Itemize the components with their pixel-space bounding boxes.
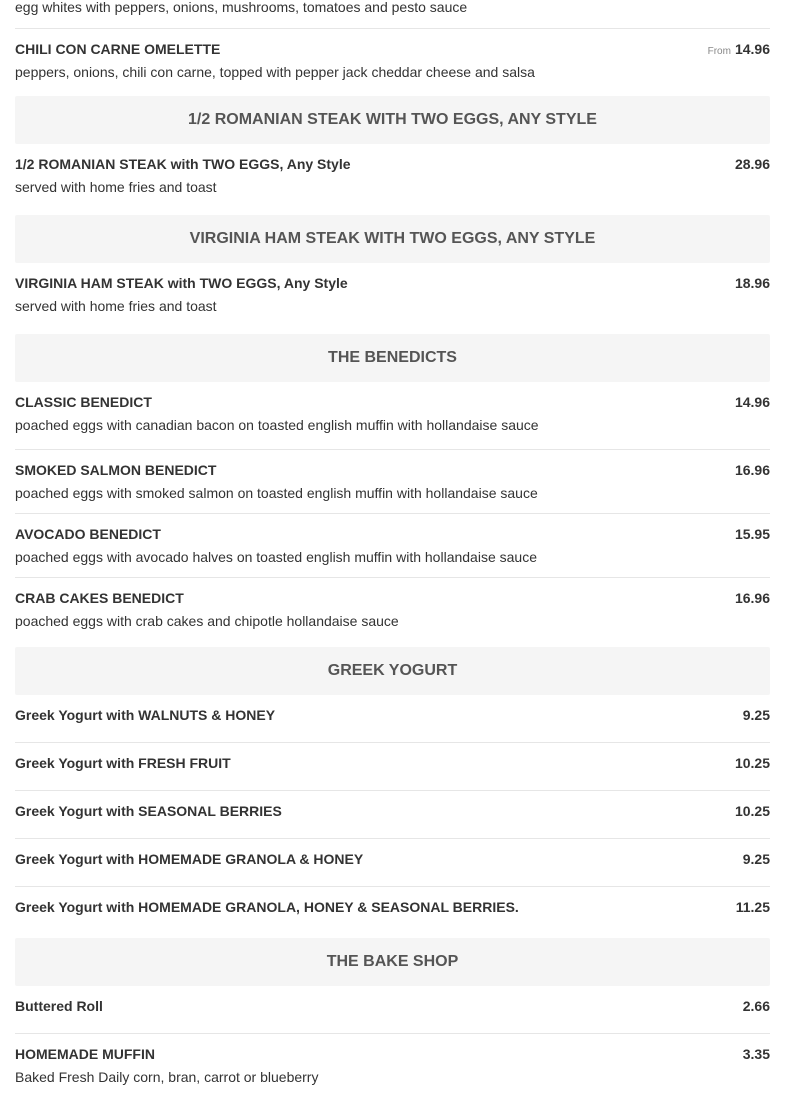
item-name: AVOCADO BENEDICT [15,526,161,542]
item-description: poached eggs with canadian bacon on toasted english muffin with hollandaise sauce [15,417,539,433]
item-description: Baked Fresh Daily corn, bran, carrot or blueberry [15,1069,319,1085]
section-header-bakeshop: THE BAKE SHOP [15,938,770,986]
item-name: Greek Yogurt with HOMEMADE GRANOLA & HONEY [15,851,364,867]
price-value: 14.96 [734,41,770,57]
section-header-romanian: 1/2 ROMANIAN STEAK WITH TWO EGGS, ANY STYLE [15,96,770,144]
item-name: Greek Yogurt with FRESH FRUIT [15,755,231,771]
item-price: 9.25 [742,707,770,723]
item-price: 2.66 [742,998,770,1014]
item-name: SMOKED SALMON BENEDICT [15,462,217,478]
item-description: served with home fries and toast [15,298,217,314]
item-description: poached eggs with smoked salmon on toasted english muffin with hollandaise sauce [15,485,538,501]
item-name: CHILI CON CARNE OMELETTE [15,41,221,57]
menu-item[interactable] [15,263,770,334]
item-price: 10.25 [734,803,770,819]
item-name: VIRGINIA HAM STEAK with TWO EGGS, Any Style [15,275,348,291]
item-name: CLASSIC BENEDICT [15,394,152,410]
item-price: 16.96 [734,462,770,478]
menu-item[interactable] [15,986,770,1034]
item-price: 10.25 [734,755,770,771]
menu-item[interactable] [15,0,770,29]
item-description: egg whites with peppers, onions, mushrooms, tomatoes and pesto sauce [15,0,468,15]
menu-item[interactable] [15,382,770,450]
section-header-yogurt: GREEK YOGURT [15,647,770,695]
item-name: Buttered Roll [15,998,103,1014]
item-price [708,41,770,57]
menu-item[interactable] [15,578,770,647]
item-name: CRAB CAKES BENEDICT [15,590,184,606]
menu-item[interactable] [15,695,770,743]
item-price: 9.25 [742,851,770,867]
item-name: Greek Yogurt with HOMEMADE GRANOLA, HONEY & SEASONAL BERRIES. [15,899,519,915]
section-header-benedicts: THE BENEDICTS [15,334,770,382]
item-name: Greek Yogurt with WALNUTS & HONEY [15,707,276,723]
item-description: poached eggs with crab cakes and chipotle hollandaise sauce [15,613,399,629]
item-price: 3.35 [742,1046,770,1062]
menu-list [15,0,770,1094]
menu-item[interactable] [15,791,770,839]
item-name: 1/2 ROMANIAN STEAK with TWO EGGS, Any Style [15,156,351,172]
menu-item[interactable] [15,144,770,215]
item-description: served with home fries and toast [15,179,217,195]
menu-item[interactable] [15,450,770,514]
menu-item[interactable] [15,1034,770,1094]
section-header-virginia: VIRGINIA HAM STEAK WITH TWO EGGS, ANY STYLE [15,215,770,263]
item-description: poached eggs with avocado halves on toasted english muffin with hollandaise sauce [15,549,537,565]
item-price: 28.96 [734,156,770,172]
item-name: Greek Yogurt with SEASONAL BERRIES [15,803,282,819]
menu-item[interactable] [15,743,770,791]
menu-item[interactable] [15,887,770,938]
item-price: 14.96 [734,394,770,410]
menu-item[interactable] [15,839,770,887]
menu-item[interactable] [15,29,770,96]
price-prefix: From [707,46,731,57]
item-name: HOMEMADE MUFFIN [15,1046,155,1062]
item-price: 16.96 [734,590,770,606]
item-price: 18.96 [734,275,770,291]
item-price: 15.95 [734,526,770,542]
item-price: 11.25 [735,899,770,915]
menu-item[interactable] [15,514,770,578]
item-description: peppers, onions, chili con carne, topped with pepper jack cheddar cheese and salsa [15,64,535,80]
